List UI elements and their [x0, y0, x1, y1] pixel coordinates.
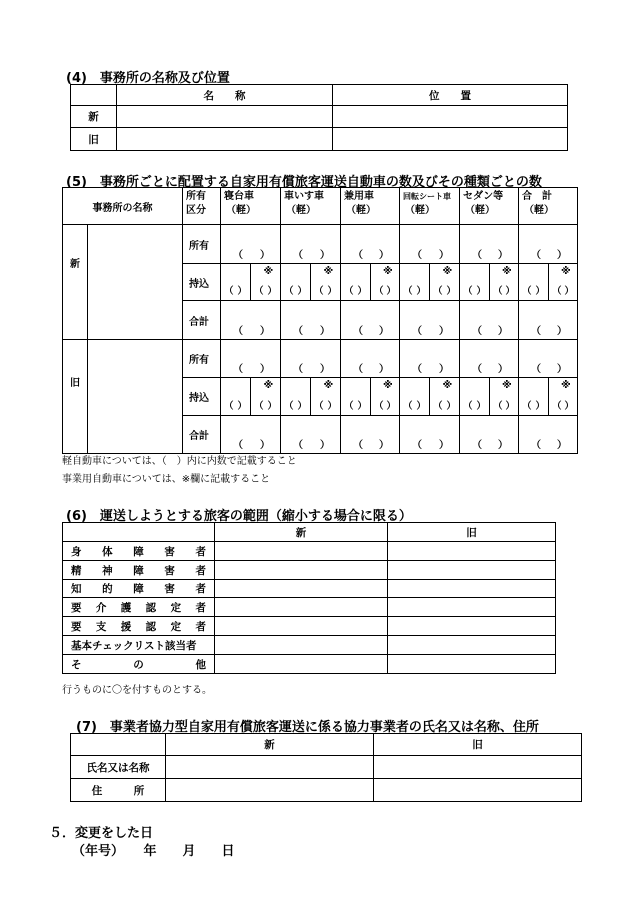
total-cell[interactable]: （ ） — [400, 301, 460, 340]
row-owned-label: 所有 — [183, 340, 221, 378]
office-table — [70, 84, 568, 151]
owned-cell[interactable]: （ ） — [400, 225, 460, 264]
scope-row-label: 知 的 障 害 者 — [63, 580, 215, 598]
brought-cell[interactable]: （ ） — [341, 378, 371, 416]
scope-row-label: そ の 他 — [63, 655, 215, 674]
address-old-cell[interactable] — [374, 779, 582, 802]
scope-old-cell[interactable] — [388, 598, 556, 617]
col-new-header: 新 — [215, 523, 388, 542]
scope-new-cell[interactable] — [215, 580, 388, 598]
scope-old-cell[interactable] — [388, 617, 556, 636]
total-cell[interactable]: （ ） — [519, 416, 578, 454]
office-location-new-cell[interactable] — [333, 106, 568, 128]
row-new-label: 新 — [71, 106, 117, 128]
col-type-header: 所有 区分 — [183, 188, 221, 225]
brought-commercial-cell[interactable]: ※ （ ） — [549, 378, 578, 416]
scope-new-cell[interactable] — [215, 561, 388, 580]
col-vehicle-0: 寝台車 （軽） — [221, 188, 281, 225]
owned-cell[interactable]: （ ） — [400, 340, 460, 378]
col-location-header: 位 置 — [333, 85, 568, 106]
brought-commercial-cell[interactable]: ※ （ ） — [549, 264, 578, 301]
section-4-heading: (4) 事務所の名称及び位置 — [66, 71, 230, 86]
total-cell[interactable]: （ ） — [400, 416, 460, 454]
brought-commercial-cell[interactable]: ※ （ ） — [311, 378, 341, 416]
row-old-label: 旧 — [71, 128, 117, 151]
group-old-label: 旧 — [63, 340, 88, 454]
scope-new-cell[interactable] — [215, 598, 388, 617]
brought-commercial-cell[interactable]: ※ （ ） — [490, 378, 519, 416]
brought-commercial-cell[interactable]: ※ （ ） — [371, 378, 400, 416]
total-cell[interactable]: （ ） — [519, 301, 578, 340]
brought-commercial-cell[interactable]: ※ （ ） — [311, 264, 341, 301]
section-7-heading: (7) 事業者協力型自家用有償旅客運送に係る協力事業者の氏名又は名称、住所 — [76, 720, 539, 735]
col-name-header: 名 称 — [117, 85, 333, 106]
section-6-heading: (6) 運送しようとする旅客の範囲（縮小する場合に限る） — [66, 509, 412, 524]
scope-new-cell[interactable] — [215, 655, 388, 674]
brought-cell[interactable]: （ ） — [221, 264, 251, 301]
owned-cell[interactable]: （ ） — [221, 225, 281, 264]
col-vehicle-3: 回転シート車 （軽） — [400, 188, 460, 225]
total-cell[interactable]: （ ） — [281, 301, 341, 340]
brought-cell[interactable]: （ ） — [460, 378, 490, 416]
owned-cell[interactable]: （ ） — [519, 340, 578, 378]
owned-cell[interactable]: （ ） — [460, 340, 519, 378]
total-cell[interactable]: （ ） — [341, 301, 400, 340]
group-new-label: 新 — [63, 225, 88, 340]
col-vehicle-5: 合 計 （軽） — [519, 188, 578, 225]
brought-cell[interactable]: （ ） — [460, 264, 490, 301]
total-cell[interactable]: （ ） — [281, 416, 341, 454]
owned-cell[interactable]: （ ） — [519, 225, 578, 264]
scope-old-cell[interactable] — [388, 561, 556, 580]
scope-row-label: 身 体 障 害 者 — [63, 542, 215, 561]
owned-cell[interactable]: （ ） — [341, 225, 400, 264]
brought-cell[interactable]: （ ） — [519, 378, 549, 416]
brought-cell[interactable]: （ ） — [341, 264, 371, 301]
scope-new-cell[interactable] — [215, 636, 388, 655]
brought-cell[interactable]: （ ） — [281, 264, 311, 301]
brought-cell[interactable]: （ ） — [519, 264, 549, 301]
row-address-label: 住 所 — [71, 779, 166, 802]
owned-cell[interactable]: （ ） — [341, 340, 400, 378]
col-old-header: 旧 — [388, 523, 556, 542]
scope-old-cell[interactable] — [388, 542, 556, 561]
section-6-note: 行うものに〇を付すものとする。 — [62, 685, 212, 696]
col-office-header: 事務所の名称 — [63, 188, 183, 225]
brought-cell[interactable]: （ ） — [400, 264, 430, 301]
office-name-new-cell[interactable] — [88, 225, 183, 340]
total-cell[interactable]: （ ） — [221, 416, 281, 454]
brought-commercial-cell[interactable]: ※ （ ） — [371, 264, 400, 301]
col-vehicle-1: 車いす車 （軽） — [281, 188, 341, 225]
name-old-cell[interactable] — [374, 756, 582, 779]
row-owned-label: 所有 — [183, 225, 221, 264]
scope-old-cell[interactable] — [388, 580, 556, 598]
office-name-old-cell[interactable] — [117, 128, 333, 151]
col-vehicle-2: 兼用車 （軽） — [341, 188, 400, 225]
total-cell[interactable]: （ ） — [460, 416, 519, 454]
owned-cell[interactable]: （ ） — [281, 340, 341, 378]
office-name-new-cell[interactable] — [117, 106, 333, 128]
scope-row-label: 基本チェックリスト該当者 — [63, 636, 215, 655]
brought-cell[interactable]: （ ） — [221, 378, 251, 416]
vehicle-count-table — [62, 187, 578, 454]
section-5-heading: (5) 事務所ごとに配置する自家用有償旅客運送自動車の数及びその種類ごとの数 — [66, 175, 542, 190]
col-new-header: 新 — [166, 734, 374, 756]
scope-row-label: 精 神 障 害 者 — [63, 561, 215, 580]
scope-new-cell[interactable] — [215, 542, 388, 561]
brought-commercial-cell[interactable]: ※ （ ） — [490, 264, 519, 301]
brought-cell[interactable]: （ ） — [281, 378, 311, 416]
office-name-old-cell[interactable] — [88, 340, 183, 454]
brought-commercial-cell[interactable]: ※ （ ） — [430, 378, 460, 416]
row-brought-label: 持込 — [183, 378, 221, 416]
total-cell[interactable]: （ ） — [341, 416, 400, 454]
total-cell[interactable]: （ ） — [221, 301, 281, 340]
owned-cell[interactable]: （ ） — [221, 340, 281, 378]
row-total-label: 合計 — [183, 301, 221, 340]
scope-old-cell[interactable] — [388, 655, 556, 674]
col-old-header: 旧 — [374, 734, 582, 756]
section-5-note-1: 軽自動車については、（ ）内に内数で記載すること — [62, 456, 297, 467]
scope-row-label: 要 支 援 認 定 者 — [63, 617, 215, 636]
section-5-note-2: 事業用自動車については、※欄に記載すること — [62, 474, 271, 485]
owned-cell[interactable]: （ ） — [460, 225, 519, 264]
brought-cell[interactable]: （ ） — [400, 378, 430, 416]
brought-commercial-cell[interactable]: ※ （ ） — [251, 264, 281, 301]
scope-row-label: 要 介 護 認 定 者 — [63, 598, 215, 617]
address-new-cell[interactable] — [166, 779, 374, 802]
scope-new-cell[interactable] — [215, 617, 388, 636]
row-brought-label: 持込 — [183, 264, 221, 301]
row-total-label: 合計 — [183, 416, 221, 454]
change-date-line[interactable]: （年号） 年 月 日 — [72, 844, 235, 859]
owned-cell[interactable]: （ ） — [281, 225, 341, 264]
office-location-old-cell[interactable] — [333, 128, 568, 151]
brought-commercial-cell[interactable]: ※ （ ） — [251, 378, 281, 416]
change-date-heading: ５．変更をした日 — [49, 826, 154, 841]
total-cell[interactable]: （ ） — [460, 301, 519, 340]
scope-old-cell[interactable] — [388, 636, 556, 655]
row-name-label: 氏名又は名称 — [71, 756, 166, 779]
col-vehicle-4: セダン等 （軽） — [460, 188, 519, 225]
name-new-cell[interactable] — [166, 756, 374, 779]
brought-commercial-cell[interactable]: ※ （ ） — [430, 264, 460, 301]
passenger-scope-table — [62, 522, 556, 674]
cooperating-business-table — [70, 733, 582, 802]
